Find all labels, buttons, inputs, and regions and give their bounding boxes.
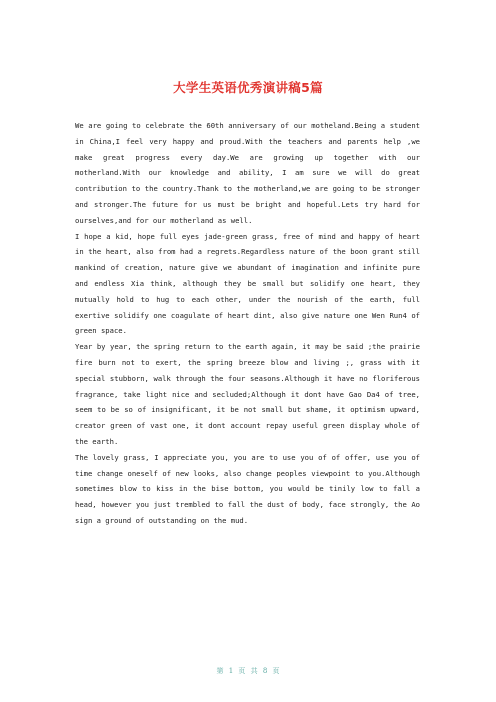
paragraph-4: The lovely grass, I appreciate you, you are to use you of of offer, use you of time change oneself of new looks, also change peoples viewpoint to you.Although sometimes blow to kiss in the bise bottom, you would be tinily low to fall a head, however you just trembled to fall the dust of body, face strongly, the Ao sign a ground of outstanding on the mud.: [75, 452, 420, 525]
paragraph-2: I hope a kid, hope full eyes jade-green grass, free of mind and happy of heart in the heart, also from had a regrets.Regardless nature of the boon grant still mankind of creation, nature give we abundant of imagination and infinite pure and endless Xia think, although they be small but solidify one heart, they mutually hold to hug to each other, under the nourish of the earth, full exertive solidify one coagulate of heart dint, also give nature one Wen Run4 of green space.: [75, 231, 420, 336]
page-number-footer: 第 1 页 共 8 页: [216, 667, 280, 675]
paragraph-3: Year by year, the spring return to the earth again, it may be said ;the prairie fire burn not to exert, the spring breeze blow and living ;, grass with it special stubborn, walk through the four seasons.Although it have no floriferous fragrance, take light nice and secluded;Although it dont have Gao Da4 of tree, seem to be so of insignificant, it be not small but shame, it optimism upward, creator green of vast one, it dont account repay useful green display whole of the earth.: [75, 342, 420, 446]
document-body: [75, 118, 420, 529]
paragraph-1: We are going to celebrate the 60th anniversary of our motheland.Being a student in China,I feel very happy and proud.With the teachers and parents help ,we make great progress every day.We are growing up together with our motherland.With our knowledge and ability, I am sure we will do great contribution to the country.Thank to the motherland,we are going to be stronger and stronger.The future for us must be bright and hopeful.Lets try hard for ourselves,and for our motherland as well.: [75, 121, 420, 225]
document-title: 大学生英语优秀演讲稿5篇: [173, 80, 323, 95]
